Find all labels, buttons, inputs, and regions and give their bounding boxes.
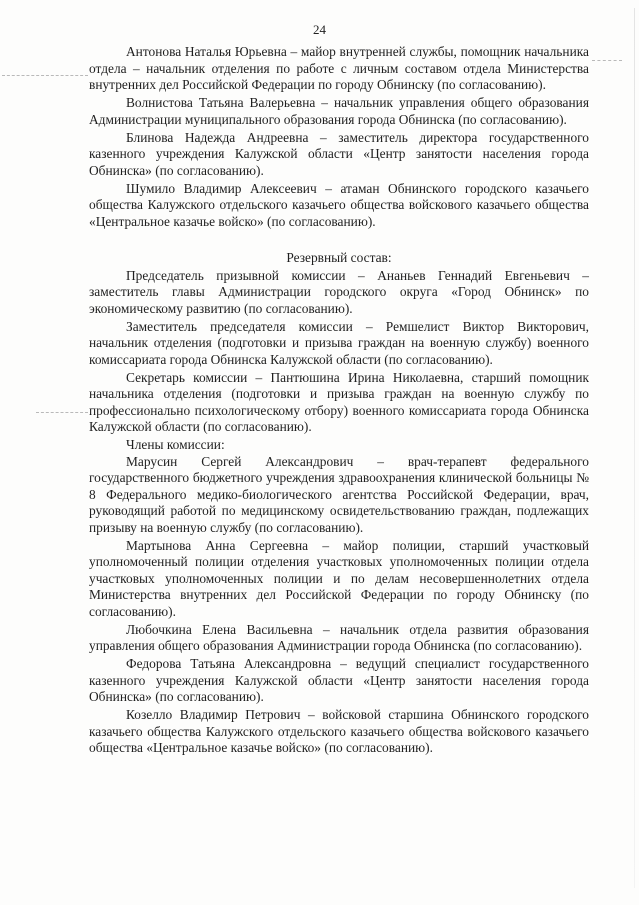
reserve-member-entry: Любочкина Елена Васильевна – начальник отдела развития образования управления общего образования Администрации города Обнинска (по согласованию). (89, 621, 589, 653)
member-entry: Блинова Надежда Андреевна – заместитель директора государственного казенного учреждения Калужской области «Центр занятости населения города Обнинска» (по согласованию). (89, 129, 589, 178)
scan-artifact-line (2, 75, 88, 76)
main-members-list (89, 44, 589, 230)
member-entry: Шумило Владимир Алексеевич – атаман Обнинского городского казачьего общества Калужского отдельского казачьего общества войскового казачьего общества «Центральное казачье войско» (по согласованию). (89, 180, 589, 229)
reserve-members-label: Члены комиссии: (126, 437, 225, 452)
reserve-members-list (89, 454, 589, 757)
member-entry: Антонова Наталья Юрьевна – майор внутренней службы, помощник начальника отдела – начальник отделения по работе с личным составом отдела Министерства внутренних дел Российской Федерации по городу Обнинску (по согласованию). (89, 44, 589, 92)
scan-artifact-line (36, 412, 88, 413)
reserve-member-entry: Мартынова Анна Сергеевна – майор полиции, старший участковый уполномоченный полиции отделения участковых уполномоченных полиции отдела участковых уполномоченных полиции и по делам несовершеннолетних отдела Министерства внутренних дел Российской Федерации по городу Обнинску (по согласованию). (89, 537, 589, 619)
reserve-member-entry: Федорова Татьяна Александровна – ведущий специалист государственного казенного учреждения Калужской области «Центр занятости населения города Обнинска» (по согласованию). (89, 656, 589, 704)
scan-edge-shadow (634, 8, 635, 888)
reserve-chairman-entry: Председатель призывной комиссии – Ананьев Геннадий Евгеньевич – заместитель главы Администрации городского округа «Город Обнинск» по экономическому развитию (по согласованию). (89, 267, 589, 316)
scan-artifact-line (592, 60, 622, 61)
reserve-secretary-entry: Секретарь комиссии – Пантюшина Ирина Николаевна, старший помощник начальника отделения (подготовки и призыва граждан на военную службу по профессионально психологическому отбору) военного комиссариата города Обнинска Калужской области (по согласованию). (89, 369, 589, 434)
reserve-member-entry: Марусин Сергей Александрович – врач-терапевт федерального государственного бюджетного учреждения здравоохранения клинической больницы № 8 Федерального медико-биологического агентства Российской Федерации, врач, руководящий работой по медицинскому освидетельствованию граждан, подлежащих призыву на военную службу (по согласованию). (89, 453, 589, 535)
reserve-leadership-list (89, 268, 589, 436)
member-entry: Волнистова Татьяна Валерьевна – начальник управления общего образования Администрации муниципального образования города Обнинска (по согласованию). (89, 95, 589, 127)
page-number: 24 (313, 22, 326, 37)
reserve-deputy-entry: Заместитель председателя комиссии – Ремшелист Виктор Викторович, начальник отделения (подготовки и призыва граждан на военную службу) военного комиссариата города Обнинска Калужской области (по согласованию). (89, 318, 589, 367)
reserve-member-entry: Козелло Владимир Петрович – войсковой старшина Обнинского городского казачьего общества Калужского отдельского казачьего общества войскового казачьего общества «Центральное казачье войско» (по согласованию). (89, 707, 589, 755)
reserve-section-title: Резервный состав: (286, 250, 392, 265)
document-body (89, 44, 589, 758)
